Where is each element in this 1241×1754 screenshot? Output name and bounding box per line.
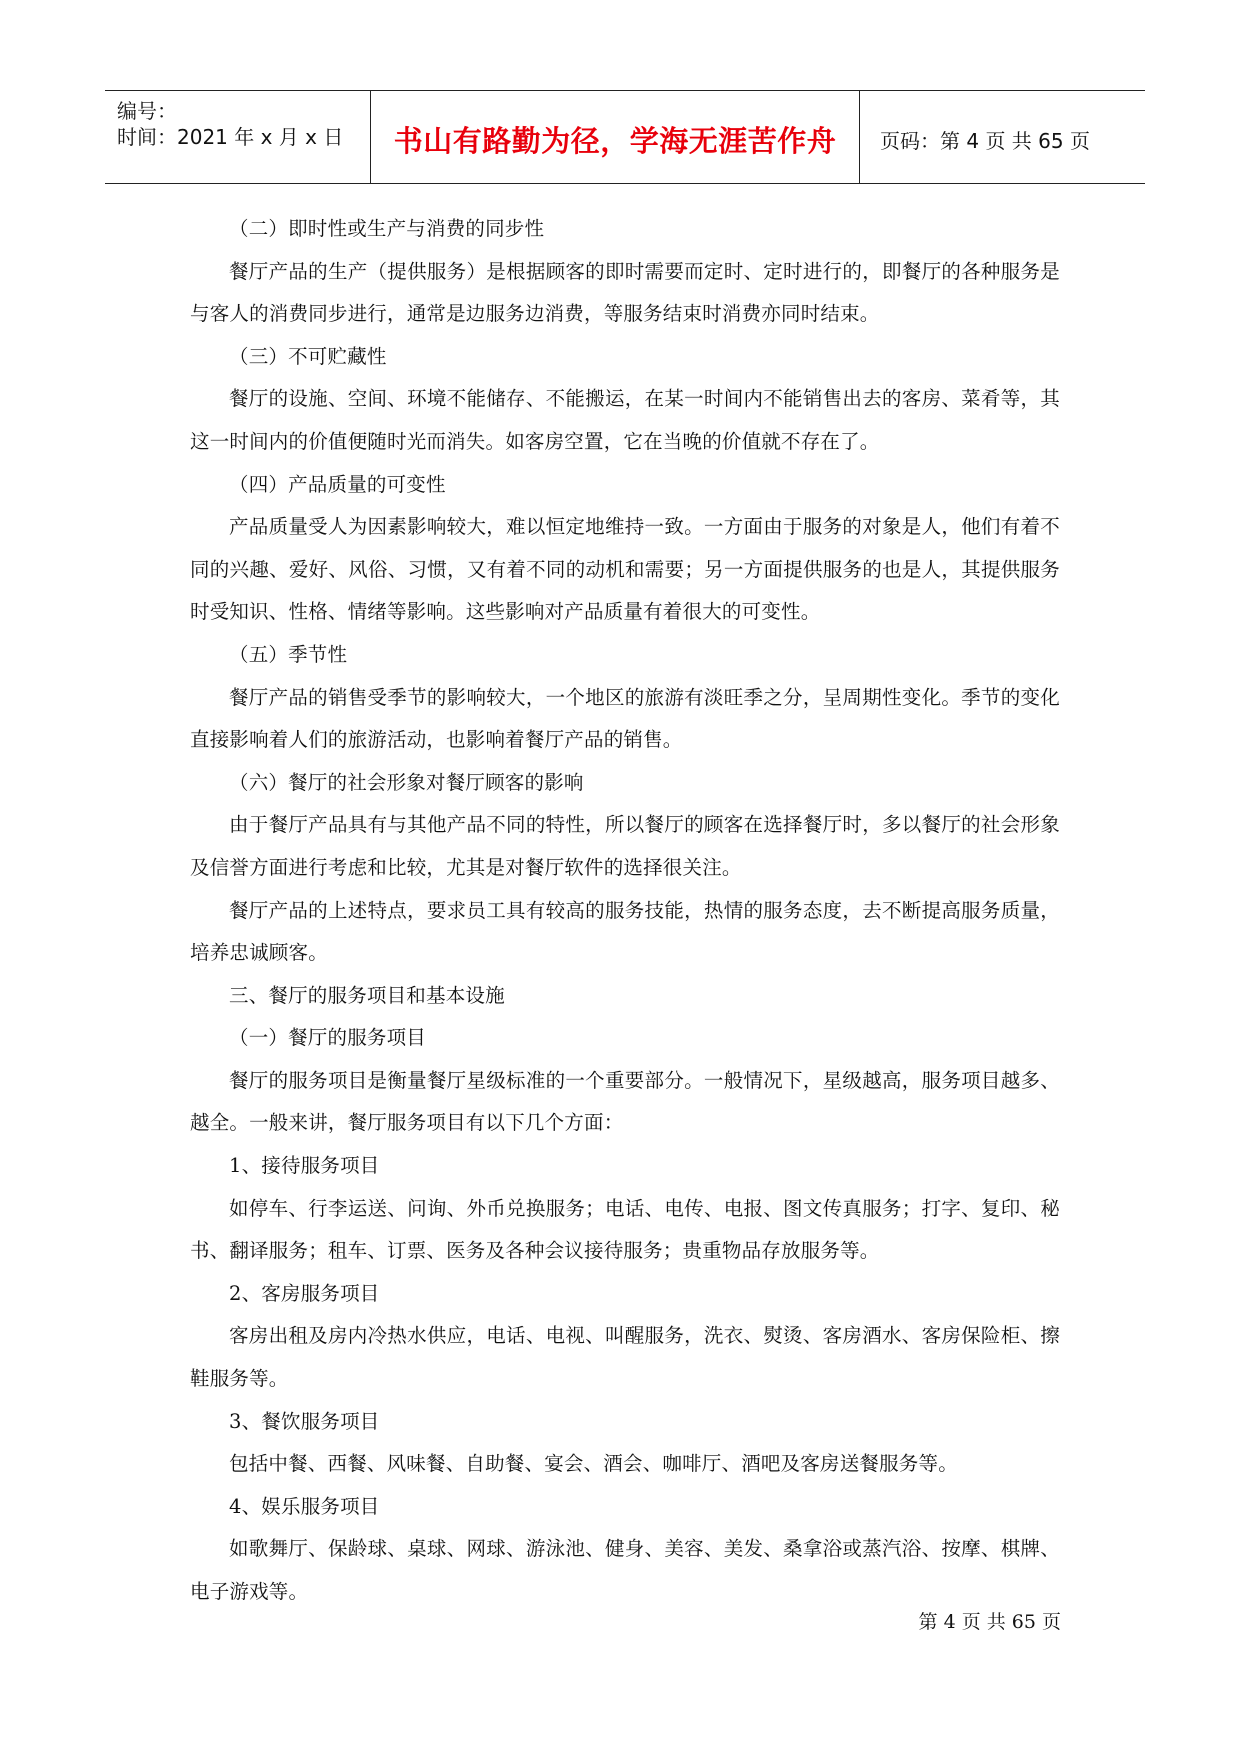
document-header (105, 90, 1145, 184)
item-heading: 3、餐饮服务项目 (229, 1409, 380, 1433)
section-heading: （三）不可贮藏性 (229, 344, 387, 368)
body-paragraph: 产品质量受人为因素影响较大，难以恒定地维持一致。一方面由于服务的对象是人，他们有着不同的兴趣、爱好、风俗、习惯，又有着不同的动机和需要；另一方面提供服务的也是人，其提供服务时受知识、性格、情绪等影响。这些影响对产品质量有着很大的可变性。 (190, 515, 1060, 624)
header-motto-cell (370, 91, 860, 183)
body-paragraph: 包括中餐、西餐、风味餐、自助餐、宴会、酒会、咖啡厅、酒吧及客房送餐服务等。 (229, 1452, 958, 1476)
body-paragraph: 餐厅产品的销售受季节的影响较大，一个地区的旅游有淡旺季之分，呈周期性变化。季节的变化直接影响着人们的旅游活动，也影响着餐厅产品的销售。 (190, 685, 1060, 752)
item-heading: 4、娱乐服务项目 (229, 1494, 380, 1518)
header-meta-cell (105, 91, 370, 183)
body-paragraph: 餐厅产品的上述特点，要求员工具有较高的服务技能，热情的服务态度，去不断提高服务质量，培养忠诚顾客。 (190, 898, 1060, 965)
section-heading: （一）餐厅的服务项目 (229, 1026, 427, 1050)
body-paragraph: 如停车、行李运送、问询、外币兑换服务；电话、电传、电报、图文传真服务；打字、复印、秘书、翻译服务；租车、订票、医务及各种会议接待服务；贵重物品存放服务等。 (190, 1196, 1060, 1263)
body-paragraph: 餐厅的服务项目是衡量餐厅星级标准的一个重要部分。一般情况下，星级越高，服务项目越多、越全。一般来讲，餐厅服务项目有以下几个方面： (190, 1068, 1060, 1135)
body-paragraph: 如歌舞厅、保龄球、桌球、网球、游泳池、健身、美容、美发、桑拿浴或蒸汽浴、按摩、棋牌、电子游戏等。 (190, 1537, 1060, 1603)
body-paragraph: 餐厅的设施、空间、环境不能储存、不能搬运，在某一时间内不能销售出去的客房、菜肴等，其这一时间内的价值便随时光而消失。如客房空置，它在当晚的价值就不存在了。 (190, 387, 1060, 453)
page-footer: 第 4 页 共 65 页 (918, 1611, 1061, 1633)
item-heading: 1、接待服务项目 (229, 1154, 380, 1178)
body-paragraph: 餐厅产品的生产（提供服务）是根据顾客的即时需要而定时、定时进行的，即餐厅的各种服务是与客人的消费同步进行，通常是边服务边消费，等服务结束时消费亦同时结束。 (190, 259, 1060, 326)
header-page-cell (858, 91, 1145, 183)
header-motto: 书山有路勤为径，学海无涯苦作舟 (393, 124, 837, 158)
body-paragraph: 客房出租及房内冷热水供应，电话、电视、叫醒服务，洗衣、熨烫、客房酒水、客房保险柜、擦鞋服务等。 (190, 1324, 1060, 1391)
section-heading: （二）即时性或生产与消费的同步性 (229, 217, 545, 240)
document-time-label: 时间：2021 年 x 月 x 日 (117, 125, 344, 149)
chapter-heading: 三、餐厅的服务项目和基本设施 (229, 983, 505, 1007)
section-heading: （四）产品质量的可变性 (229, 472, 446, 496)
section-heading: （五）季节性 (229, 642, 348, 666)
section-heading: （六）餐厅的社会形象对餐厅顾客的影响 (229, 770, 584, 794)
document-number-label: 编号： (117, 99, 177, 123)
header-page-number: 页码：第 4 页 共 65 页 (880, 129, 1090, 153)
body-paragraph: 由于餐厅产品具有与其他产品不同的特性，所以餐厅的顾客在选择餐厅时，多以餐厅的社会形象及信誉方面进行考虑和比较，尤其是对餐厅软件的选择很关注。 (190, 813, 1060, 879)
item-heading: 2、客房服务项目 (229, 1281, 380, 1305)
document-body (190, 208, 1060, 1614)
